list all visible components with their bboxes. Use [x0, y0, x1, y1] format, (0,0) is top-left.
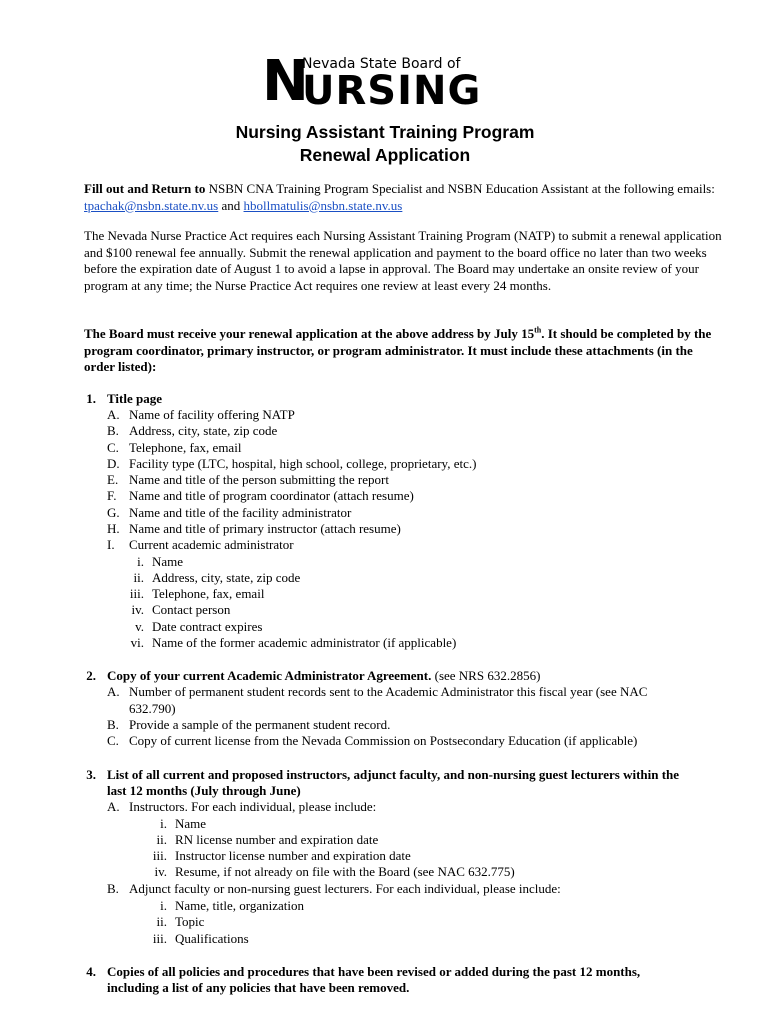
list-item-letter: B.	[107, 717, 119, 732]
list-item-text: Address, city, state, zip code	[129, 423, 278, 438]
list-item-text: Copy of current license from the Nevada Commission on Postsecondary Education (if applicable)	[129, 733, 638, 748]
email-link-hbollmatulis[interactable]: hbollmatulis@nsbn.state.nv.us	[243, 197, 403, 213]
list-item-text: Name and title of program coordinator (attach resume)	[129, 488, 414, 503]
section-4-title: Copies of all policies and procedures that have been revised or added during the past 12 months,	[107, 964, 641, 979]
notice-part1: The Board must receive your renewal application at the above address by July 15	[84, 326, 535, 341]
section-2-title	[107, 668, 540, 684]
section-3-number: 3.	[86, 767, 96, 782]
sublist-item-text: Date contract expires	[152, 619, 263, 634]
sublist-item-numeral: i.	[160, 816, 167, 831]
section-1-title: Title page	[107, 391, 163, 406]
nsbn-logo	[262, 49, 502, 116]
list-item-letter: H.	[107, 521, 120, 536]
list-item-letter: D.	[107, 456, 120, 471]
sublist-item-numeral: i.	[137, 554, 144, 569]
list-item-letter: I.	[107, 537, 115, 552]
list-item-text: Provide a sample of the permanent student record.	[129, 717, 391, 732]
list-item-letter: C.	[107, 733, 119, 748]
sublist-item-text: Address, city, state, zip code	[152, 570, 301, 585]
list-item-letter: B.	[107, 423, 119, 438]
sublist-item-text: Resume, if not already on file with the Board (see NAC 632.775)	[175, 864, 515, 879]
sublist-item-text: RN license number and expiration date	[175, 832, 379, 847]
list-item-letter: A.	[107, 799, 120, 814]
sublist-item-numeral: ii.	[156, 832, 167, 847]
list-item-letter: A.	[107, 407, 120, 422]
list-item-letter: E.	[107, 472, 119, 487]
sublist-item-numeral: ii.	[156, 914, 167, 929]
list-item-text: Adjunct faculty or non-nursing guest lecturers. For each individual, please include:	[129, 881, 561, 896]
list-item-text: Telephone, fax, email	[129, 440, 242, 455]
intro-bold: Fill out and Return to	[84, 181, 206, 196]
list-item-letter: C.	[107, 440, 119, 455]
sublist-item-text: Name, title, organization	[175, 898, 304, 913]
sublist-item-numeral: iv.	[131, 602, 144, 617]
list-item-text: Number of permanent student records sent to the Academic Administrator this fiscal year (see NAC	[129, 684, 648, 699]
section-3-title: List of all current and proposed instructors, adjunct faculty, and non-nursing guest lecturers within the	[107, 767, 680, 782]
sublist-item-numeral: iii.	[129, 586, 144, 601]
list-item-text: Instructors. For each individual, please include:	[129, 799, 377, 814]
section-4-number: 4.	[86, 964, 96, 979]
sublist-item-numeral: i.	[160, 898, 167, 913]
list-item-letter: B.	[107, 881, 119, 896]
list-item-text: Name and title of the person submitting the report	[129, 472, 389, 487]
intro-paragraph	[84, 181, 724, 214]
deadline-notice	[84, 326, 724, 376]
section-2-title-bold: Copy of your current Academic Administrator Agreement.	[107, 668, 432, 683]
list-item-text: Name of facility offering NATP	[129, 407, 295, 422]
sublist-item-numeral: iii.	[152, 848, 167, 863]
logo-letter-n: N	[262, 49, 308, 114]
list-item-text: Name and title of primary instructor (attach resume)	[129, 521, 401, 536]
list-item-text-cont: 632.790)	[129, 701, 176, 716]
notice-superscript: th	[534, 325, 542, 335]
notice-part2: . It should be completed by the program coordinator, primary instructor, or program administrator. It must include these attachments (in the order listed):	[84, 326, 712, 375]
logo-board-name: Nevada State Board of	[302, 56, 461, 72]
sublist-item-numeral: v.	[135, 619, 144, 634]
logo-ursing: URSING	[302, 68, 482, 114]
sublist-item-text: Name	[152, 554, 184, 569]
list-item-letter: G.	[107, 505, 120, 520]
list-item-text: Facility type (LTC, hospital, high school, college, proprietary, etc.)	[129, 456, 477, 471]
list-item-text: Current academic administrator	[129, 537, 294, 552]
sublist-item-text: Telephone, fax, email	[152, 586, 265, 601]
sublist-item-numeral: iii.	[152, 931, 167, 946]
section-2-title-rest: (see NRS 632.2856)	[431, 668, 541, 683]
sublist-item-text: Instructor license number and expiration date	[175, 848, 411, 863]
sublist-item-numeral: vi.	[130, 635, 144, 650]
email-link-tpachak[interactable]: tpachak@nsbn.state.nv.us	[84, 197, 219, 213]
list-item-letter: F.	[107, 488, 117, 503]
npa-paragraph: The Nevada Nurse Practice Act requires each Nursing Assistant Training Program (NATP) to submit a renewal application and $100 renewal fee annually. Submit the renewal application and payment to the board office no later than two weeks before the expiration date of August 1 to avoid a lapse in approval. The Board may undertake an onsite review of your program at any time; the Nurse Practice Act requires one review at least every 24 months.	[84, 228, 722, 293]
section-3-title-cont: last 12 months (July through June)	[107, 783, 301, 798]
sublist-item-numeral: iv.	[154, 864, 167, 879]
sublist-item-text: Name	[175, 816, 207, 831]
list-item-text: Name and title of the facility administrator	[129, 505, 352, 520]
sublist-item-text: Topic	[175, 914, 205, 929]
section-4-title-cont: including a list of any policies that have been removed.	[107, 980, 410, 995]
sublist-item-numeral: ii.	[133, 570, 144, 585]
section-1-number: 1.	[86, 391, 96, 406]
sublist-item-text: Name of the former academic administrator (if applicable)	[152, 635, 457, 650]
document-subtitle: Renewal Application	[299, 145, 471, 165]
sublist-item-text: Contact person	[152, 602, 231, 617]
list-item-letter: A.	[107, 684, 120, 699]
document-title: Nursing Assistant Training Program	[235, 122, 535, 142]
intro-text: NSBN CNA Training Program Specialist and NSBN Education Assistant at the following emails:	[205, 181, 715, 196]
sublist-item-text: Qualifications	[175, 931, 249, 946]
section-2-number: 2.	[86, 668, 96, 683]
intro-and: and	[218, 197, 244, 213]
